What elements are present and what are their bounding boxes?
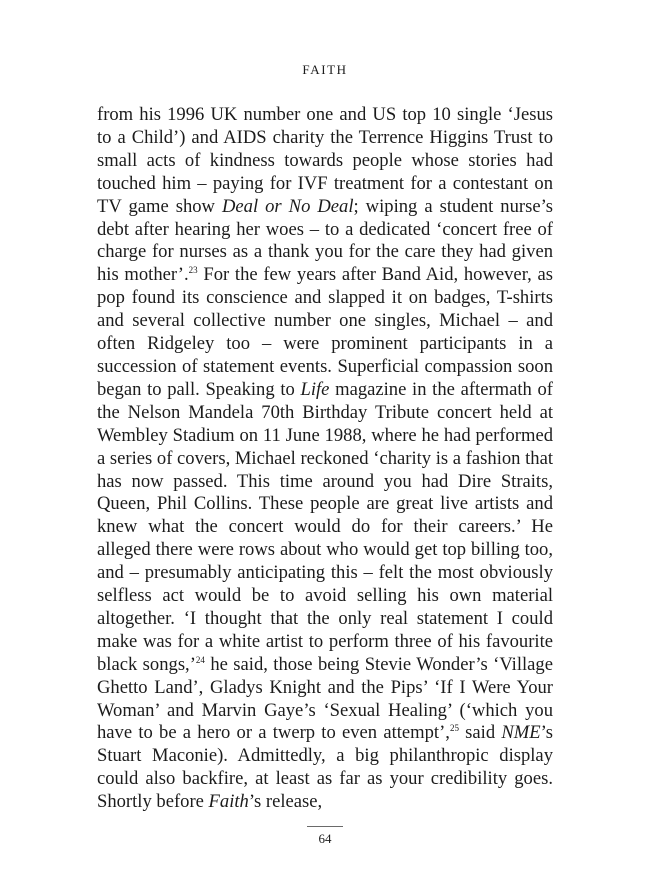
footnote-ref-23: 23 xyxy=(188,265,198,276)
text-run: said xyxy=(458,722,502,744)
text-run: For the few years after Band Aid, however, as pop found its conscience and slapped it on badges, T-shirts and several collective number one singles, Michael – and often Ridgeley too – were prominent participants in a succession of statement events. Superficial compassion soon began to pall. Speaking to xyxy=(97,264,553,400)
text-run: ’s Stuart Maconie). Admittedly, a big philanthropic display could also backfire, at least as far as your credibility goes. Shortly before xyxy=(97,722,554,813)
italic-title-life: Life xyxy=(300,378,330,400)
footnote-ref-25: 25 xyxy=(449,723,459,734)
text-run: ’s release, xyxy=(248,791,323,813)
text-run: from his 1996 UK number one and US top 10 single ‘Jesus to a Child’) and AIDS charity the Terrence Higgins Trust to small acts of kindness towards people whose stories had touched him – paying for IVF treatment for a contestant on TV game show xyxy=(97,104,553,217)
text-run: ; wiping a student nurse’s debt after hearing her woes – to a dedicated ‘concert free of charge for nurses as a thank you for the care they had given his mother’. xyxy=(97,195,553,286)
italic-title-nme: NME xyxy=(501,722,541,744)
folio-rule xyxy=(307,826,343,827)
body-paragraph xyxy=(97,104,553,814)
footnote-ref-24: 24 xyxy=(195,654,205,665)
text-run: magazine in the aftermath of the Nelson Mandela 70th Birthday Tribute concert held at Wembley Stadium on 11 June 1988, where he had performed a series of covers, Michael reckoned ‘charity is a fashion that has now passed. This time around you had Dire Straits, Queen, Phil Collins. These people are great live artists and knew what the concert would do for their careers.’ He alleged there were rows about who would get top billing too, and – presumably anticipating this – felt the most obviously selfless act would be to avoid selling his own material altogether. ‘I thought that the only real statement I could make was for a white artist to perform three of his favourite black songs,’ xyxy=(97,378,553,675)
text-run: he said, those being Stevie Wonder’s ‘Village Ghetto Land’, Gladys Knight and the Pips’ ‘If I Were Your Woman’ and Marvin Gaye’s ‘Sexual Healing’ (‘which you have to be a hero or a twerp to even attempt’, xyxy=(97,653,553,744)
page-number: 64 xyxy=(318,831,332,846)
running-head: FAITH xyxy=(302,62,348,77)
italic-title-deal-or-no-deal: Deal or No Deal xyxy=(221,195,354,217)
italic-title-faith: Faith xyxy=(208,791,249,813)
